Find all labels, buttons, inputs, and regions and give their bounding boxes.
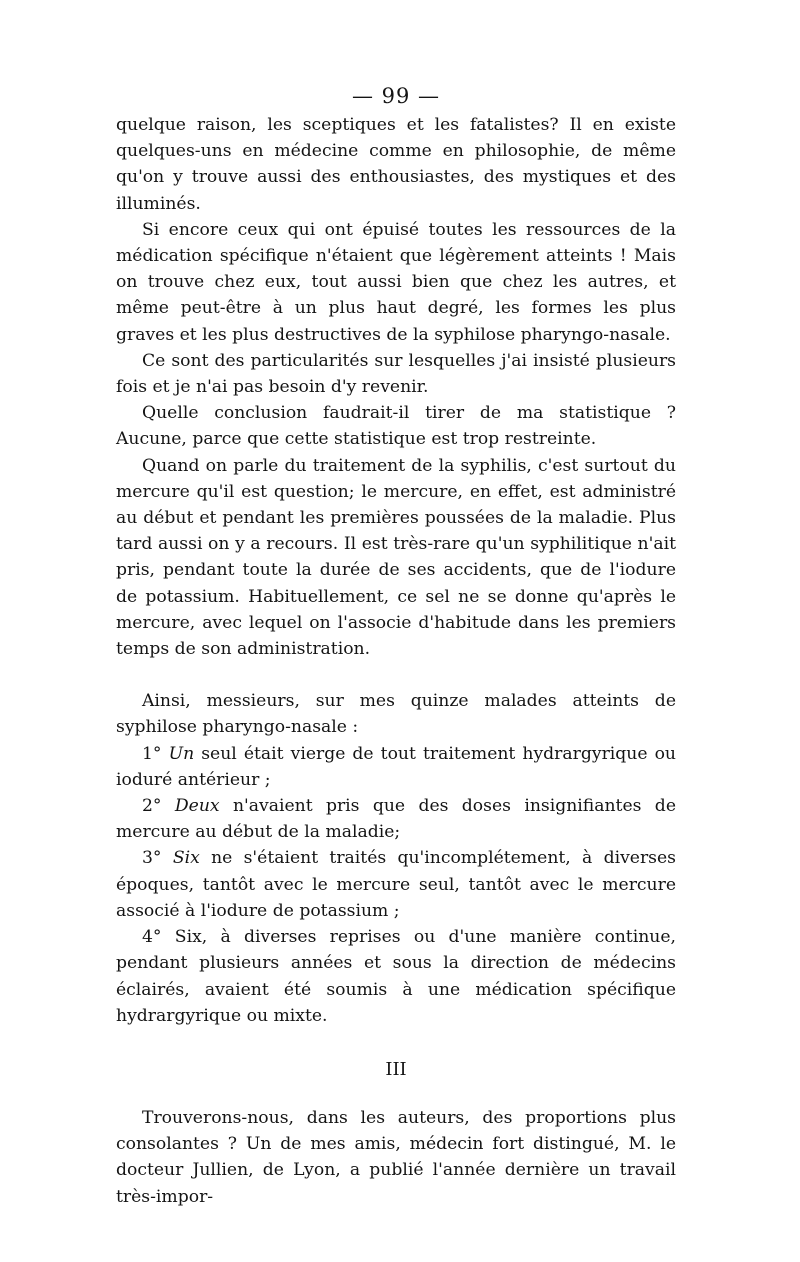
paragraph: Quelle conclusion faudrait-il tirer de ma statistique ? Aucune, parce que cette statistique est trop restreinte. [116, 403, 676, 450]
list-item-number: 4° [142, 927, 162, 948]
section-heading: III [385, 1058, 407, 1080]
list-item [116, 845, 676, 924]
list-item-number: 2° [142, 796, 162, 817]
list-item-number: 3° [142, 848, 162, 869]
list-item-lead: Deux [174, 796, 220, 817]
paragraph: Quand on parle du traitement de la syphilis, c'est surtout du mercure qu'il est question; le mercure, en effet, est administré au début et pendant les premières poussées de la maladie. Plus tard aussi on y a recours. Il est très-rare qu'un syphilitique n'ait pris, pendant toute la durée de ses accidents, que de l'iodure de potassium. Habituellement, ce sel ne se donne qu'après le mercure, avec lequel on l'associe d'habitude dans les premiers temps de son administration. [116, 455, 676, 660]
list-item [116, 741, 676, 793]
paragraph: Ce sont des particularités sur lesquelles j'ai insisté plusieurs fois et je n'ai pas besoin d'y revenir. [116, 350, 676, 398]
page-number: — 99 — [351, 84, 441, 108]
list-intro: Ainsi, messieurs, sur mes quinze malades atteints de syphilose pharyngo-nasale : [116, 691, 676, 738]
list-item [116, 793, 676, 845]
list-item-lead: Six [172, 848, 200, 869]
list-item-text: ne s'étaient traités qu'incomplétement, à diverses époques, tantôt avec le mercure seul, tantôt avec le mercure associé à l'iodure de potassium ; [116, 848, 676, 921]
list-item-text: , à diverses reprises ou d'une manière continue, pendant plusieurs années et sous la direction de médecins éclairés, avaient été soumis à une médication spécifique hydrargyrique ou mixte. [116, 927, 676, 1026]
list-item-lead: Un [168, 743, 195, 764]
list-item [116, 924, 676, 1029]
list-item-number: 1° [142, 743, 162, 764]
closing-paragraph: Trouverons-nous, dans les auteurs, des proportions plus consolantes ? Un de mes amis, médecin fort distingué, M. le docteur Jullien, de Lyon, a publié l'année dernière un travail très-impor- [116, 1107, 676, 1207]
book-page [116, 82, 676, 1210]
list-item-lead: Six [174, 927, 202, 948]
list-item-text: seul était vierge de tout traitement hydrargyrique ou ioduré antérieur ; [116, 743, 676, 790]
paragraph: Si encore ceux qui ont épuisé toutes les ressources de la médication spécifique n'étaient que légèrement atteints ! Mais on trouve chez eux, tout aussi bien que chez les autres, et même peut-être à un plus haut degré, les formes les plus graves et les plus destructives de la syphilose pharyngo-nasale. [116, 219, 676, 345]
paragraph-gap [116, 662, 676, 688]
paragraph-continuation: quelque raison, les sceptiques et les fatalistes? Il en existe quelques-uns en médecine comme en philosophie, de même qu'on y trouve aussi des enthousiastes, des mystiques et des illuminés. [116, 115, 676, 214]
list-item-text: n'avaient pris que des doses insignifiantes de mercure au début de la maladie; [116, 796, 676, 843]
